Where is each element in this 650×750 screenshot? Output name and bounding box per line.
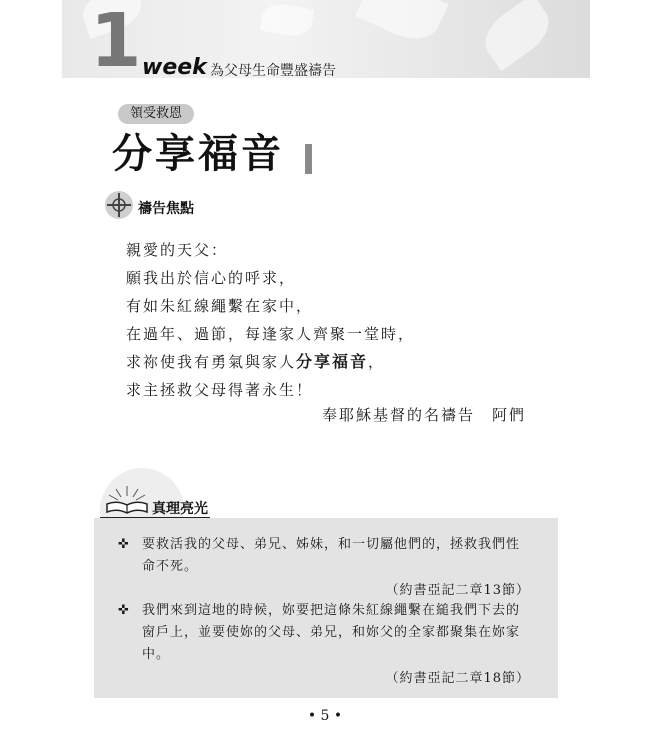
verse-item <box>118 600 530 690</box>
verse-text: 要救活我的父母、弟兄、姊妹，和一切屬他們的，拯救我們性命不死。 <box>142 537 521 574</box>
truth-label: 真理亮光 <box>152 501 208 517</box>
verse-text: 我們來到這地的時候，妳要把這條朱紅線繩繫在縋我們下去的窗戶上，並要使妳的父母、弟兄，和妳父的全家都聚集在妳家中。 <box>142 603 521 662</box>
diamond-cross-bullet-icon: ✜ <box>118 537 130 552</box>
category-badge: 領受救恩 <box>118 104 194 124</box>
truth-divider <box>100 517 210 518</box>
week-word: week <box>142 55 207 80</box>
prayer-emphasis: 分享福音 <box>296 352 369 371</box>
verse-item <box>118 534 530 602</box>
leaf-decoration <box>475 0 558 71</box>
week-number: 1 <box>90 0 140 84</box>
prayer-closing: 奉耶穌基督的名禱告 阿們 <box>321 406 526 424</box>
prayer-line-part: 求祢使我有勇氣與家人 <box>126 353 297 371</box>
verse-reference: （約書亞記二章18節） <box>385 671 530 686</box>
week-subtitle: 為父母生命豐盛禱告 <box>210 63 336 79</box>
prayer-line-part: ， <box>368 353 386 371</box>
open-bible-icon <box>104 484 150 516</box>
celtic-cross-icon <box>104 190 134 220</box>
page-title: 分享福音 <box>112 130 284 177</box>
page-number: • 5 • <box>307 708 343 724</box>
prayer-line: 願我出於信心的呼求， <box>126 269 297 287</box>
leaf-decoration <box>355 0 449 50</box>
diamond-cross-bullet-icon: ✜ <box>118 603 130 618</box>
title-accent-bar <box>305 144 312 174</box>
prayer-line: 求主拯救父母得著永生！ <box>126 381 314 399</box>
prayer-line <box>126 348 415 376</box>
prayer-line: 親愛的天父： <box>126 241 229 259</box>
prayer-text <box>126 236 415 404</box>
verse-reference: （約書亞記二章13節） <box>385 583 530 598</box>
prayer-focus-label: 禱告焦點 <box>138 201 194 217</box>
prayer-line: 在過年、過節，每逢家人齊聚一堂時， <box>126 325 416 343</box>
prayer-line: 有如朱紅線繩繫在家中， <box>126 297 314 315</box>
leaf-decoration <box>260 1 314 39</box>
